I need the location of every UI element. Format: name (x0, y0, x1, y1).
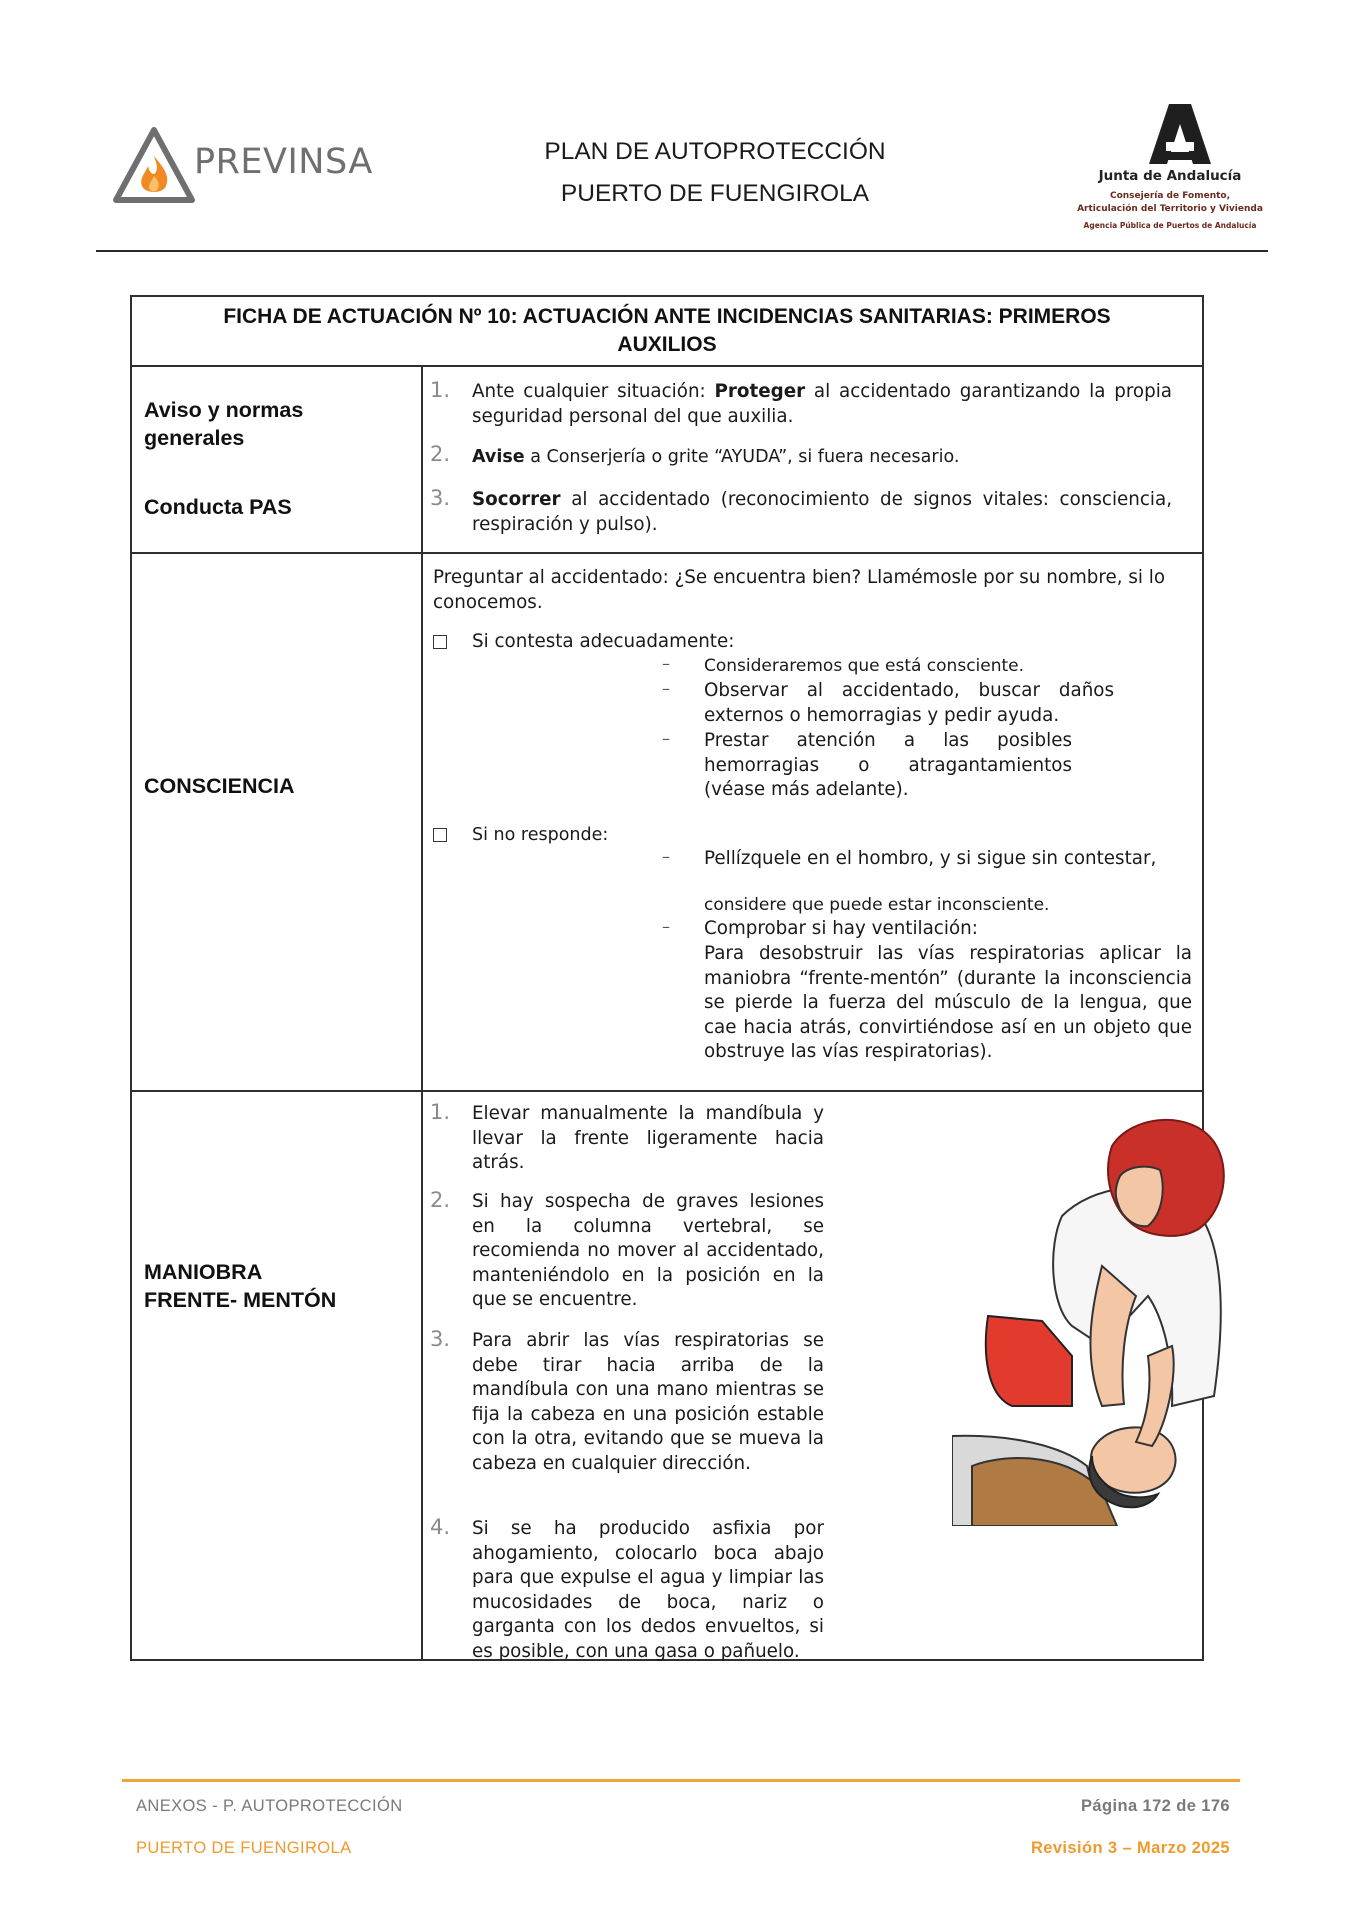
dash-bullet-icon: – (662, 654, 670, 673)
label-maniobra-line2: FRENTE- MENTÓN (144, 1288, 337, 1312)
list-item: Pellízquele en el hombro, y si sigue sin contestar, (704, 848, 1157, 869)
list-number: 2. (430, 442, 451, 466)
list-number: 4. (430, 1515, 451, 1539)
list-number: 2. (430, 1188, 451, 1212)
rescuer-illustration-icon (952, 1106, 1242, 1526)
dash-bullet-icon: – (662, 917, 670, 936)
fiche-title (150, 303, 1184, 359)
label-conducta-pas: Conducta PAS (144, 495, 292, 519)
label-aviso-line2: generales (144, 426, 245, 450)
list-item: Para abrir las vías respiratorias se debe tirar hacia arriba de la mandíbula con una mano mientras se fija la cabeza en una posición estable con la otra, evitando que se mueva la cabeza en cualquier dirección. (472, 1330, 824, 1474)
label-maniobra-line1: MANIOBRA (144, 1260, 263, 1284)
consciencia-intro: Preguntar al accidentado: ¿Se encuentra bien? Llamémosle por su nombre, si lo conocemos. (433, 567, 1166, 613)
list-item: Observar al accidentado, buscar daños externos o hemorragias y pedir ayuda. (704, 680, 1114, 726)
label-consciencia: CONSCIENCIA (144, 774, 295, 798)
list-item: Si hay sospecha de graves lesiones en la columna vertebral, se recomienda no mover al accidentado, manteniéndolo en la posición en la que se encuentre. (472, 1191, 824, 1310)
list-item (472, 445, 1172, 470)
table-row-divider (130, 552, 1204, 554)
item-text: Ante cualquier situación: (472, 381, 715, 402)
item-text: al accidentado (reconocimiento de signos vitales: consciencia, respiración y pulso). (472, 489, 1172, 535)
fiche-title-line2: AUXILIOS (617, 333, 717, 356)
table-row-divider (130, 365, 1204, 367)
junta-consejeria: Consejería de Fomento, (1109, 191, 1230, 201)
list-number: 1. (430, 1100, 451, 1124)
dash-bullet-icon: – (662, 729, 670, 748)
flame-triangle-icon (112, 126, 196, 206)
junta-a-emblem-icon (1065, 98, 1275, 168)
list-number: 3. (430, 486, 451, 510)
list-item (472, 380, 1172, 429)
footer-port-name: PUERTO DE FUENGIROLA (136, 1839, 352, 1857)
list-item: Consideraremos que está consciente. (704, 656, 1025, 676)
item-bold: Socorrer (472, 489, 561, 510)
footer-page-number: Página 172 de 176 (1081, 1797, 1230, 1815)
previnsa-brand-text: PREVINSA (194, 142, 373, 182)
dash-bullet-icon: – (662, 847, 670, 866)
list-item-continuation: considere que puede estar inconsciente. (704, 895, 1050, 915)
item-bold: Proteger (714, 381, 806, 402)
junta-articulacion: Articulación del Territorio y Vivienda (1077, 204, 1263, 214)
list-item: Prestar atención a las posibles hemorragias o atragantamientos (véase más adelante). (704, 730, 1072, 800)
footer-divider (122, 1779, 1240, 1782)
list-item: Si se ha producido asfixia por ahogamiento, colocarlo boca abajo para que expulse el agua y limpiar las mucosidades de boca, nariz o garganta con los dedos envueltos, si es posible, con una gasa o pañuelo. (472, 1518, 824, 1662)
item-text: a Conserjería o grite “AYUDA”, si fuera necesario. (524, 447, 960, 467)
list-item-continuation: Para desobstruir las vías respiratorias aplicar la maniobra “frente-mentón” (durante la inconsciencia se pierde la fuerza del músculo de la lengua, que cae hacia atrás, convirtiéndose así en un objeto que obstruye las vías respiratorias). (704, 943, 1192, 1062)
case-conscious-label: Si contesta adecuadamente: (472, 631, 735, 652)
list-item: Elevar manualmente la mandíbula y llevar la frente ligeramente hacia atrás. (472, 1103, 824, 1173)
checkbox-icon (433, 828, 447, 842)
label-aviso-line1: Aviso y normas (144, 398, 304, 422)
head-tilt-chin-lift-illustration (952, 1106, 1242, 1526)
footer-annex: ANEXOS - P. AUTOPROTECCIÓN (136, 1797, 403, 1815)
port-title: PUERTO DE FUENGIROLA (560, 180, 870, 207)
case-unresponsive-label: Si no responde: (472, 825, 609, 845)
item-bold: Avise (472, 447, 525, 467)
junta-andalucia-logo (1065, 98, 1275, 238)
label-maniobra (144, 1258, 336, 1314)
list-number: 3. (430, 1327, 451, 1351)
list-item (472, 488, 1172, 537)
fiche-title-line1: FICHA DE ACTUACIÓN Nº 10: ACTUACIÓN ANTE INCIDENCIAS SANITARIAS: PRIMEROS (223, 305, 1111, 328)
junta-agencia: Agencia Pública de Puertos de Andalucía (1083, 221, 1257, 230)
checkbox-icon (433, 635, 447, 649)
label-aviso (144, 396, 303, 452)
table-column-divider (421, 366, 423, 1660)
previnsa-logo (112, 126, 412, 206)
list-number: 1. (430, 378, 451, 402)
junta-name: Junta de Andalucía (1098, 168, 1242, 184)
table-row-divider (130, 1090, 1204, 1092)
item-text: al accidentado garantizando la propia seguridad personal del que auxilia. (472, 381, 1172, 427)
plan-title: PLAN DE AUTOPROTECCIÓN (544, 138, 886, 165)
dash-bullet-icon: – (662, 679, 670, 698)
list-item: Comprobar si hay ventilación: (704, 918, 978, 939)
footer-revision: Revisión 3 – Marzo 2025 (1030, 1839, 1230, 1857)
header-divider (96, 250, 1268, 252)
